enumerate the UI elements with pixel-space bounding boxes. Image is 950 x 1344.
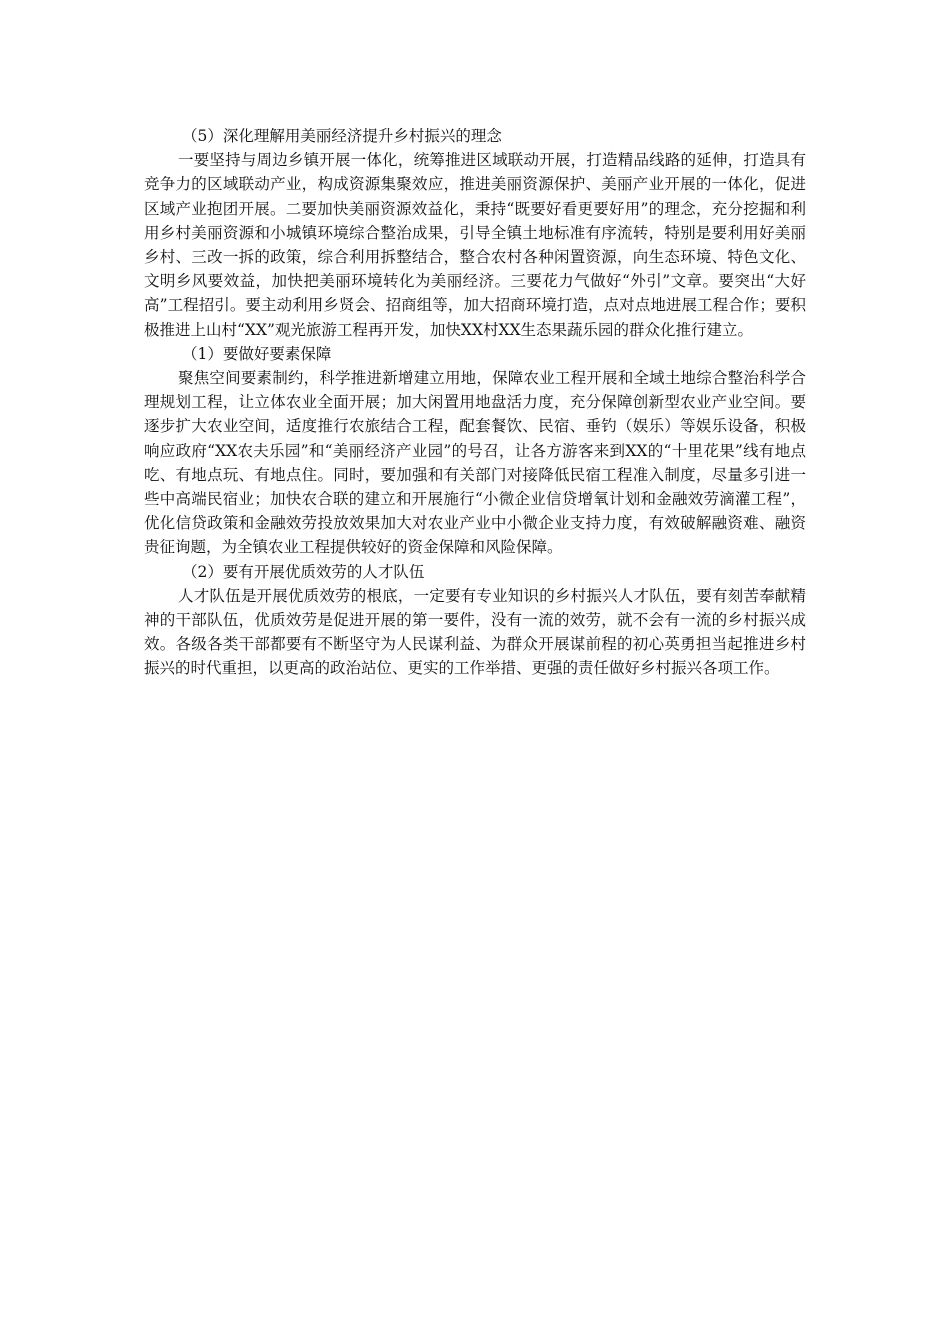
section-paragraph-5: 一要坚持与周边乡镇开展一体化，统筹推进区域联动开展，打造精品线路的延伸，打造具有竞争力的区域联动产业，构成资源集聚效应，推进美丽资源保护、美丽产业开展的一体化，促进区域产业抱团开展。二要加快美丽资源效益化，秉持“既要好看更要好用”的理念，充分挖掘和利用乡村美丽资源和小城镇环境综合整治成果，引导全镇土地标准有序流转，特别是要利用好美丽乡村、三改一拆的政策，综合利用拆整结合，整合农村各种闲置资源，向生态环境、特色文化、文明乡风要效益，加快把美丽环境转化为美丽经济。三要花力气做好“外引”文章。要突出“大好高”工程招引。要主动利用乡贤会、招商组等，加大招商环境打造，点对点地进展工程合作；要积极推进上山村“XX”观光旅游工程再开发，加快XX村XX生态果蔬乐园的群众化推行建立。 <box>144 151 806 339</box>
document-body <box>144 124 806 681</box>
section-heading-5: （5）深化理解用美丽经济提升乡村振兴的理念 <box>182 127 502 145</box>
section-paragraph-2: 人才队伍是开展优质效劳的根底，一定要有专业知识的乡村振兴人才队伍，要有刻苦奉献精神的干部队伍，优质效劳是促进开展的第一要件，没有一流的效劳，就不会有一流的乡村振兴成效。各级各类干部都要有不断坚守为人民谋利益、为群众开展谋前程的初心英勇担当起推进乡村振兴的时代重担，以更高的政治站位、更实的工作举措、更强的责任做好乡村振兴各项工作。 <box>144 586 806 678</box>
section-heading-1: （1）要做好要素保障 <box>182 344 332 363</box>
section-heading-2: （2）要有开展优质效劳的人才队伍 <box>182 562 425 581</box>
section-paragraph-1: 聚焦空间要素制约，科学推进新增建立用地，保障农业工程开展和全域土地综合整治科学合理规划工程，让立体农业全面开展；加大闲置用地盘活力度，充分保障创新型农业产业空间。要逐步扩大农业空间，适度推行农旅结合工程，配套餐饮、民宿、垂钓（娱乐）等娱乐设备，积极响应政府“XX农夫乐园”和“美丽经济产业园”的号召，让各方游客来到XX的“十里花果”线有地点吃、有地点玩、有地点住。同时，要加强和有关部门对接降低民宿工程准入制度，尽量多引进一些中高端民宿业；加快农合联的建立和开展施行“小微企业信贷增氧计划和金融效劳滴灌工程”，优化信贷政策和金融效劳投放效果加大对农业产业中小微企业支持力度，有效破解融资难、融资贵征询题，为全镇农业工程提供较好的资金保障和风险保障。 <box>144 369 806 557</box>
